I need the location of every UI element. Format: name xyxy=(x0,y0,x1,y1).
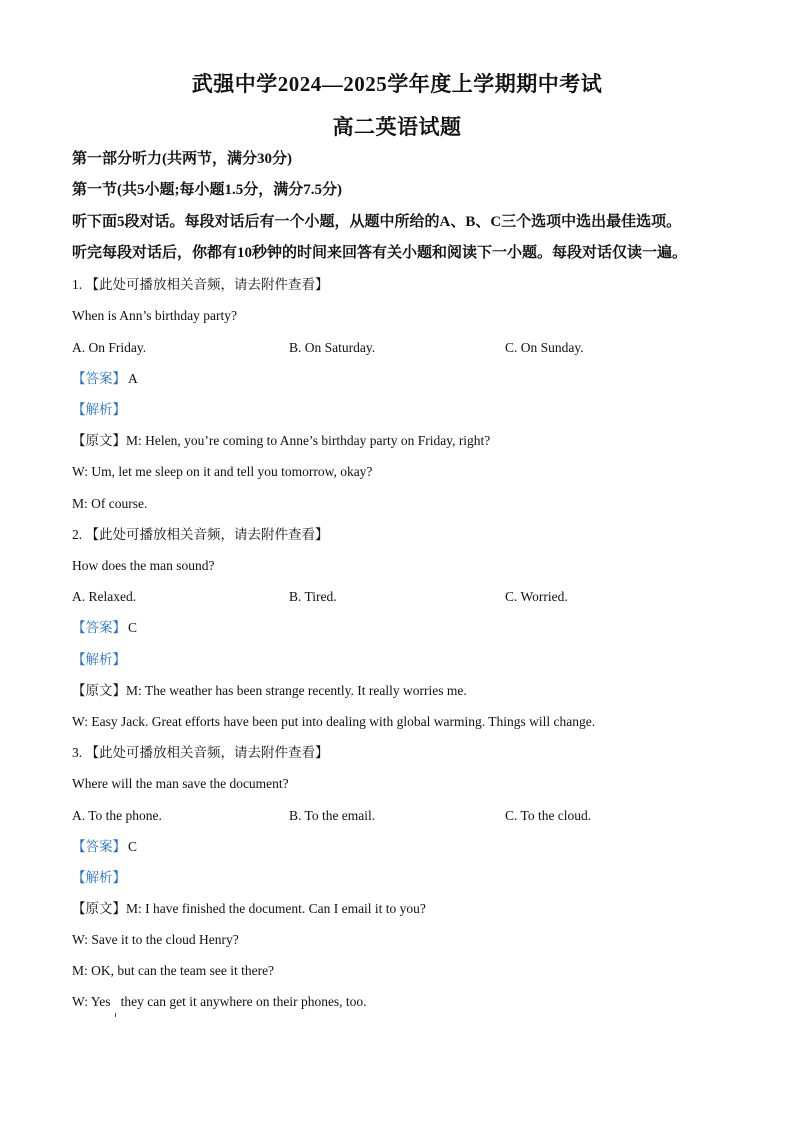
answer-value: C xyxy=(128,620,138,635)
transcript-line-q3-2: W: Save it to the cloud Henry? xyxy=(72,932,239,947)
answer-line-q1 xyxy=(72,370,138,388)
question-text-q2: How does the man sound? xyxy=(72,558,215,573)
section-heading: 第一节(共5小题;每小题1.5分，满分7.5分) xyxy=(72,182,342,198)
question-text-q1: When is Ann’s birthday party? xyxy=(72,308,237,323)
transcript-line-q3-3: M: OK, but can the team see it there? xyxy=(72,963,275,978)
transcript-line-q2-1: 【原文】M: The weather has been strange recently. It really worries me. xyxy=(72,683,467,698)
analysis-label-q1: 【解析】 xyxy=(72,402,126,417)
option-b-q1: B. On Saturday. xyxy=(289,340,376,355)
option-c-q2: C. Worried. xyxy=(505,589,568,604)
transcript-line-q2-2: W: Easy Jack. Great efforts have been put into dealing with global warming. Things will change. xyxy=(72,714,596,729)
part-heading: 第一部分听力(共两节，满分30分) xyxy=(72,151,292,167)
transcript-line-q1-1: 【原文】M: Helen, you’re coming to Anne’s birthday party on Friday, right? xyxy=(72,433,491,448)
instruction-line-2: 听完每段对话后，你都有10秒钟的时间来回答有关小题和阅读下一小题。每段对话仅读一遍。 xyxy=(72,245,688,261)
option-a-q2: A. Relaxed. xyxy=(72,589,137,604)
answer-line-q2 xyxy=(72,619,137,637)
audio-placeholder-q1: 1. 【此处可播放相关音频，请去附件查看】 xyxy=(72,277,329,292)
transcript-line-q3-1: 【原文】M: I have finished the document. Can I email it to you? xyxy=(72,901,426,916)
answer-line-q3 xyxy=(72,838,137,856)
audio-placeholder-q3: 3. 【此处可播放相关音频，请去附件查看】 xyxy=(72,745,329,760)
answer-label: 【答案】 xyxy=(72,371,126,386)
question-text-q3: Where will the man save the document? xyxy=(72,776,289,791)
option-a-q3: A. To the phone. xyxy=(72,808,162,823)
option-b-q2: B. Tired. xyxy=(289,589,337,604)
option-a-q1: A. On Friday. xyxy=(72,340,147,355)
stray-mark xyxy=(115,1013,116,1017)
analysis-label-q2: 【解析】 xyxy=(72,652,126,667)
exam-subtitle: 高二英语试题 xyxy=(332,115,462,139)
instruction-line-1: 听下面5段对话。每段对话后有一个小题，从题中所给的A、B、C三个选项中选出最佳选项。 xyxy=(72,214,682,230)
audio-placeholder-q2: 2. 【此处可播放相关音频，请去附件查看】 xyxy=(72,527,329,542)
transcript-line-q3-4: W: Yes they can get it anywhere on their phones, too. xyxy=(72,994,367,1009)
option-b-q3: B. To the email. xyxy=(289,808,376,823)
option-c-q3: C. To the cloud. xyxy=(505,808,592,823)
answer-value: A xyxy=(128,371,138,386)
answer-value: C xyxy=(128,839,138,854)
transcript-line-q1-3: M: Of course. xyxy=(72,496,148,511)
exam-title: 武强中学2024—2025学年度上学期期中考试 xyxy=(191,72,603,96)
transcript-line-q1-2: W: Um, let me sleep on it and tell you tomorrow, okay? xyxy=(72,464,373,479)
answer-label: 【答案】 xyxy=(72,839,126,854)
analysis-label-q3: 【解析】 xyxy=(72,870,126,885)
option-c-q1: C. On Sunday. xyxy=(505,340,584,355)
answer-label: 【答案】 xyxy=(72,620,126,635)
